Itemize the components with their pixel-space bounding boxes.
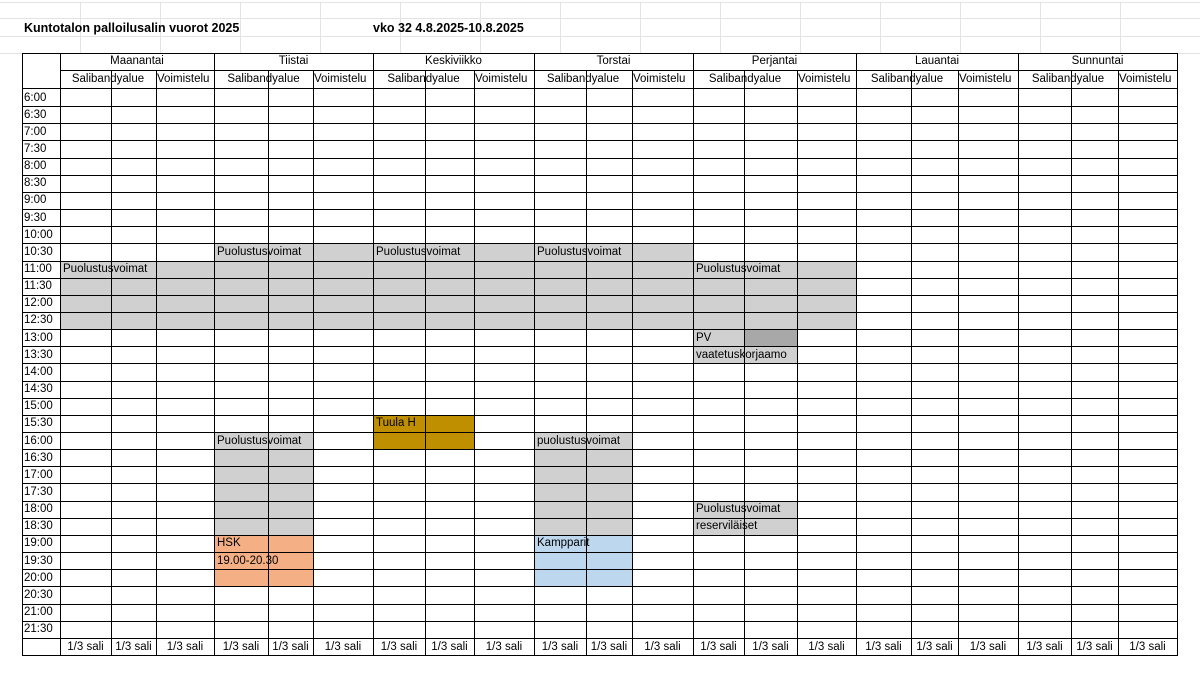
grid-line (22, 278, 1177, 279)
grid-line (22, 329, 1177, 330)
subheader-salibandy: Salibandyalue (227, 73, 300, 85)
booking-label: HSK (217, 537, 241, 550)
gridline (320, 2, 321, 53)
subheader-voimistelu: Voimistelu (633, 73, 686, 85)
footer-capacity: 1/3 sali (1026, 640, 1063, 653)
time-label: 10:30 (24, 245, 53, 258)
time-label: 14:30 (24, 383, 53, 396)
grid-line (1177, 53, 1178, 656)
gridline (0, 2, 1200, 3)
grid-line (22, 398, 1177, 399)
subheader-voimistelu: Voimistelu (959, 73, 1012, 85)
booking-label: vaatetuskorjaamo (696, 348, 787, 361)
footer-capacity: 1/3 sali (969, 640, 1007, 653)
grid-line (474, 70, 475, 656)
time-label: 15:30 (24, 417, 53, 430)
grid-line (22, 226, 1177, 227)
booking-label: Puolustusvoimat (63, 263, 148, 275)
time-label: 14:00 (24, 365, 53, 378)
footer-capacity: 1/3 sali (324, 640, 362, 653)
grid-line (958, 70, 959, 656)
grid-line (1118, 70, 1119, 656)
subheader-voimistelu: Voimistelu (1119, 73, 1172, 85)
grid-line (22, 88, 1177, 89)
grid-line (22, 53, 23, 656)
gridline (1040, 2, 1041, 53)
booking-label: Puolustusvoimat (696, 263, 781, 275)
grid-line (22, 466, 1177, 467)
grid-line (22, 535, 1177, 536)
footer-capacity: 1/3 sali (222, 640, 260, 653)
subheader-salibandy: Salibandyalue (71, 73, 145, 85)
footer-capacity: 1/3 sali (700, 640, 737, 653)
grid-line (632, 70, 633, 656)
footer-capacity: 1/3 sali (644, 640, 681, 653)
week-label: vko 32 4.8.2025-10.8.2025 (373, 21, 524, 35)
grid-line (22, 552, 1177, 553)
grid-line (111, 70, 112, 656)
grid-line (156, 70, 157, 656)
footer-capacity: 1/3 sali (166, 640, 204, 653)
grid-line (425, 70, 426, 656)
time-label: 6:30 (24, 108, 47, 121)
time-label: 16:30 (24, 451, 53, 464)
footer-capacity: 1/3 sali (752, 640, 789, 653)
day-header: Lauantai (914, 55, 960, 67)
day-header: Sunnuntai (1071, 55, 1124, 67)
grid-line (22, 569, 1177, 570)
time-label: 17:00 (24, 468, 53, 481)
booking-label: Puolustusvoimat (537, 245, 622, 258)
grid-line (22, 501, 1177, 502)
gridline (560, 2, 561, 53)
time-label: 17:30 (24, 485, 53, 498)
grid-line (22, 363, 1177, 364)
time-label: 10:00 (24, 228, 53, 241)
footer-capacity: 1/3 sali (590, 640, 628, 653)
gridline (880, 2, 881, 53)
grid-line (22, 261, 1177, 262)
booking-label: Puolustusvoimat (376, 245, 461, 258)
gridline (960, 2, 961, 53)
time-label: 12:30 (24, 314, 53, 327)
grid-line (22, 604, 1177, 605)
time-label: 6:00 (24, 91, 47, 104)
footer-capacity: 1/3 sali (272, 640, 309, 653)
grid-line (22, 346, 1177, 347)
time-label: 11:00 (24, 263, 52, 275)
grid-line (22, 621, 1177, 622)
booking-label: puolustusvoimat (537, 434, 621, 447)
gridline (800, 2, 801, 53)
subheader-salibandy: Salibandyalue (546, 73, 620, 85)
footer-capacity: 1/3 sali (865, 640, 902, 653)
booking-label: Puolustusvoimat (217, 434, 302, 447)
grid-line (22, 295, 1177, 296)
booking-label: PV (696, 331, 712, 344)
gridline (640, 2, 641, 53)
booking-label: Tuula H (376, 417, 416, 430)
time-label: 18:30 (24, 520, 53, 533)
footer-capacity: 1/3 sali (485, 640, 523, 653)
booking-label: Puolustusvoimat (217, 245, 302, 258)
time-label: 16:00 (24, 434, 53, 447)
grid-line (1071, 70, 1072, 656)
time-label: 21:00 (24, 606, 53, 618)
grid-line (22, 518, 1177, 519)
grid-line (22, 123, 1177, 124)
time-label: 19:00 (24, 537, 53, 550)
grid-line (797, 70, 798, 656)
gridline (240, 2, 241, 53)
footer-capacity: 1/3 sali (916, 640, 953, 653)
time-label: 15:00 (24, 400, 53, 413)
subheader-voimistelu: Voimistelu (798, 73, 851, 85)
footer-capacity: 1/3 sali (115, 640, 152, 653)
time-label: 7:30 (24, 142, 47, 155)
grid-line (22, 209, 1177, 210)
gridline (1120, 2, 1121, 53)
time-label: 9:00 (24, 194, 47, 207)
time-label: 13:00 (24, 331, 53, 344)
grid-line (856, 53, 857, 656)
day-header: Maanantai (110, 55, 164, 67)
grid-line (22, 175, 1177, 176)
grid-line (693, 53, 694, 656)
time-label: 21:30 (24, 623, 53, 636)
subheader-voimistelu: Voimistelu (314, 73, 367, 85)
time-label: 20:00 (24, 571, 53, 584)
grid-line (22, 140, 1177, 141)
booking-label: 19.00-20.30 (217, 554, 279, 567)
day-header: Torstai (596, 55, 631, 67)
footer-capacity: 1/3 sali (67, 640, 104, 653)
day-header: Tiistai (278, 55, 309, 67)
grid-line (22, 483, 1177, 484)
grid-line (313, 70, 314, 656)
booking-label: reserviläiset (696, 520, 758, 533)
booking-label: Puolustusvoimat (696, 503, 781, 516)
subheader-salibandy: Salibandyalue (870, 73, 944, 85)
time-label: 20:30 (24, 588, 53, 601)
subheader-voimistelu: Voimistelu (475, 73, 528, 85)
time-label: 12:00 (24, 297, 53, 310)
day-header: Keskiviikko (425, 55, 482, 67)
grid-line (22, 158, 1177, 159)
time-label: 8:30 (24, 177, 47, 190)
time-label: 11:30 (24, 280, 52, 293)
grid-line (60, 53, 61, 656)
footer-capacity: 1/3 sali (1129, 640, 1166, 653)
grid-line (22, 586, 1177, 587)
subheader-salibandy: Salibandyalue (708, 73, 782, 85)
grid-line (534, 53, 535, 656)
footer-capacity: 1/3 sali (1076, 640, 1113, 653)
time-label: 7:00 (24, 125, 47, 138)
day-header: Perjantai (751, 55, 798, 67)
time-label: 18:00 (24, 503, 53, 516)
grid-line (586, 70, 587, 656)
time-label: 19:30 (24, 554, 53, 567)
sheet-title: Kuntotalon palloilusalin vuorot 2025 (24, 21, 240, 35)
grid-line (373, 53, 374, 656)
grid-line (911, 70, 912, 656)
grid-line (22, 381, 1177, 382)
subheader-salibandy: Salibandyalue (1031, 73, 1105, 85)
footer-capacity: 1/3 sali (808, 640, 845, 653)
gridline (720, 2, 721, 53)
grid-line (22, 312, 1177, 313)
grid-line (22, 106, 1177, 107)
subheader-salibandy: Salibandyalue (387, 73, 460, 85)
time-label: 13:30 (24, 348, 53, 361)
footer-capacity: 1/3 sali (380, 640, 418, 653)
booking-block[interactable] (744, 329, 797, 346)
subheader-voimistelu: Voimistelu (157, 73, 210, 85)
booking-label: Kampparit (537, 537, 590, 550)
grid-line (22, 192, 1177, 193)
footer-capacity: 1/3 sali (431, 640, 468, 653)
time-label: 9:30 (24, 211, 47, 224)
time-label: 8:00 (24, 160, 47, 173)
grid-line (22, 415, 1177, 416)
footer-capacity: 1/3 sali (541, 640, 579, 653)
grid-line (214, 53, 215, 656)
grid-line (1018, 53, 1019, 656)
